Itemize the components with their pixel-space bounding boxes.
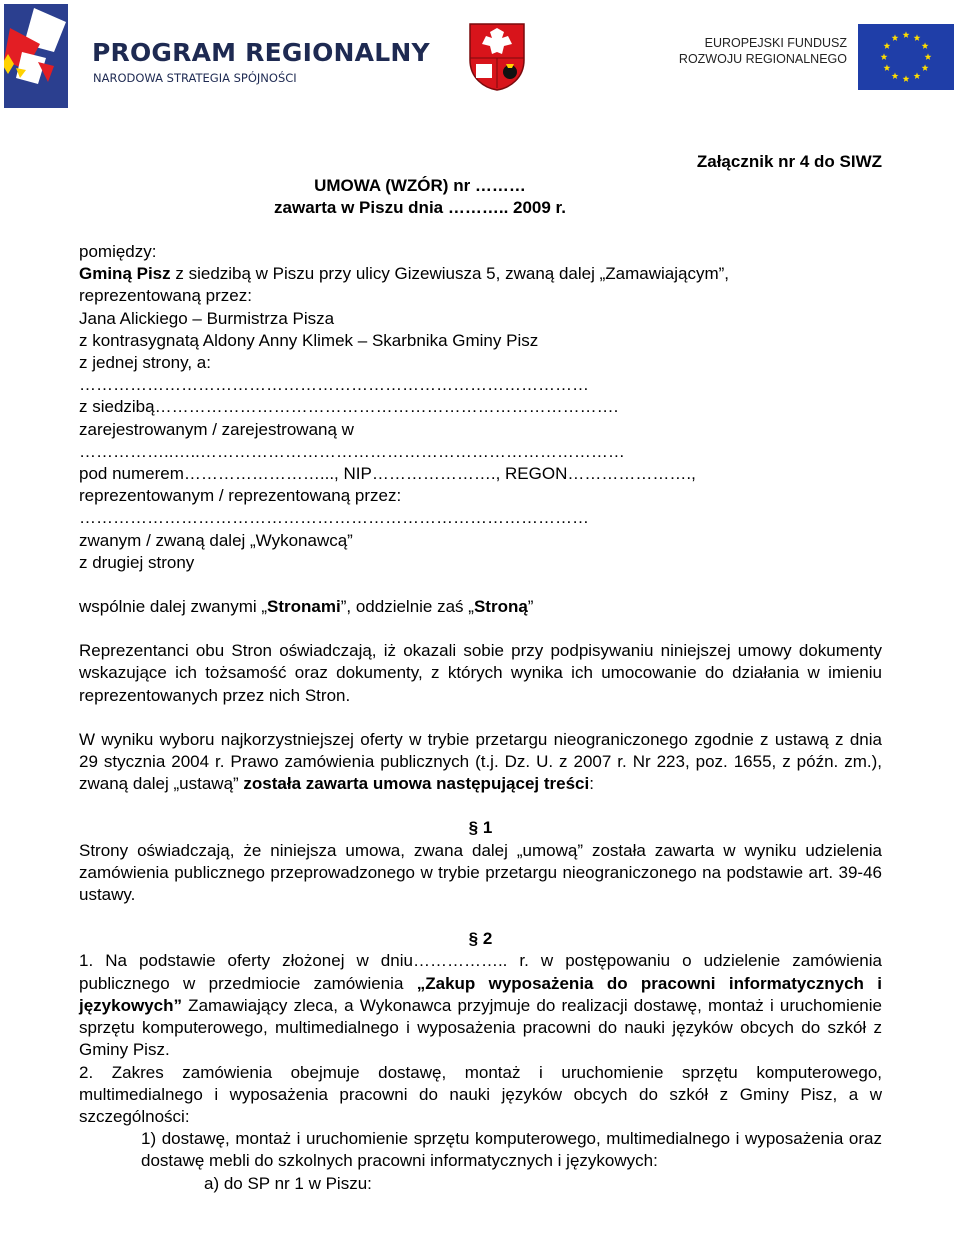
- together-strona: Stroną: [473, 597, 528, 617]
- page-header: [0, 0, 960, 120]
- coat-of-arms-icon: [468, 22, 526, 92]
- eu-fund-line1: EUROPEJSKI FUNDUSZ: [704, 36, 847, 50]
- section-2-item-1a: a) do SP nr 1 w Piszu:: [204, 1173, 372, 1193]
- program-subtitle: NARODOWA STRATEGIA SPÓJNOŚCI: [93, 71, 297, 85]
- eu-fund-label: [679, 35, 847, 67]
- document-body: [79, 241, 882, 1195]
- annex-label: Załącznik nr 4 do SIWZ: [696, 152, 882, 171]
- section-2-item-1: 1) dostawę, montaż i uruchomienie sprzętu komputerowego, multimedialnego i wyposażenia oraz dostawę mebli do szkolnych pracowni informatycznych i językowych:: [141, 1129, 882, 1171]
- party-gmina-details: z siedzibą w Piszu przy ulicy Gizewiusza 5, zwaną dalej „Zamawiającym”,: [170, 264, 729, 284]
- party-gmina-name: Gminą Pisz: [79, 264, 171, 284]
- section-2-point-1: [79, 950, 882, 1061]
- mayor-line: Jana Alickiego – Burmistrza Pisza: [79, 308, 335, 328]
- one-side-line: z jednej strony, a:: [79, 353, 211, 373]
- result-end: :: [589, 774, 594, 794]
- registry-numbers-line: pod numerem……………………..., NIP…………………., REGON………………….,: [79, 464, 696, 484]
- contract-subtitle: zawarta w Piszu dnia ……….. 2009 r.: [274, 198, 566, 217]
- contract-title: UMOWA (WZÓR) nr ………: [314, 176, 526, 195]
- together-mid: ”, oddzielnie zaś „: [340, 597, 474, 617]
- section-1-heading: § 1: [468, 818, 493, 838]
- represented-by: reprezentowaną przez:: [79, 286, 252, 306]
- together-post: ”: [527, 597, 534, 617]
- contractor-definition: zwanym / zwaną dalej „Wykonawcą”: [79, 530, 353, 550]
- section-2-heading: § 2: [468, 929, 493, 949]
- s2-p1-bold: „Zakup wyposażenia do pracowni informatycznych i językowych”: [79, 973, 882, 1015]
- party-gmina: [79, 263, 882, 285]
- parties-together-line: [79, 596, 882, 618]
- eu-fund-line2: ROZWOJU REGIONALNEGO: [678, 52, 847, 66]
- s2-p1-post: Zamawiający zleca, a Wykonawca przyjmuje do realizacji dostawę, montaż i uruchomienie sprzętu komputerowego, multimedialnego i wyposażenia pracowni do nauki języków obcych do szkół z Gminy Pisz.: [79, 995, 882, 1060]
- result-paragraph: [79, 729, 882, 796]
- eu-flag-icon: [858, 24, 954, 90]
- contractor-name-placeholder: ………………………………………………………………………………: [79, 375, 589, 395]
- program-regionalny-emblem-icon: [4, 4, 90, 110]
- other-side-line: z drugiej strony: [79, 552, 195, 572]
- s2-p1-pre: 1. Na podstawie oferty złożonej w dniu…………….. r. w postępowaniu o udzielenie zamówienia publicznego w przedmiocie zamówienia: [79, 951, 882, 993]
- program-title: PROGRAM REGIONALNY: [92, 38, 430, 67]
- result-text: W wyniku wyboru najkorzystniejszej oferty w trybie przetargu nieograniczonego zgodnie z ustawą z dnia 29 stycznia 2004 r. Prawo zamówienia publicznych (t.j. Dz. U. z 2007 r. Nr 223, poz. 1655, z późn. zm.), zwaną dalej „ustawą”: [79, 729, 882, 794]
- together-stronami: Stronami: [267, 597, 341, 617]
- represented-by-2: reprezentowanym / reprezentowaną przez:: [79, 486, 402, 506]
- representative-placeholder: ………………………………………………………………………………: [79, 508, 589, 528]
- section-2-point-2: 2. Zakres zamówienia obejmuje dostawę, montaż i uruchomienie sprzętu komputerowego, multimedialnego i wyposażenia pracowni do nauki języków obcych do szkół z Gminy Pisz, a w szczególności:: [79, 1062, 882, 1126]
- contractor-seat-line: z siedzibą……………………………………………………………………….: [79, 397, 619, 417]
- section-1-text: Strony oświadczają, że niniejsza umowa, zwana dalej „umową” została zawarta w wyniku udzielenia zamówienia publicznego przeprowadzonego w trybie przetargu nieograniczonego na podstawie art. 39-46 ustawy.: [79, 840, 882, 905]
- registry-placeholder: ……………..…..…………………………………………………………………: [79, 441, 625, 461]
- registered-line: zarejestrowanym / zarejestrowaną w: [79, 419, 354, 439]
- result-bold: została zawarta umowa następującej treści: [243, 774, 590, 794]
- representatives-paragraph: Reprezentanci obu Stron oświadczają, iż okazali sobie przy podpisywaniu niniejszej umowy dokumenty wskazujące ich tożsamość oraz dokumenty, z których wynika ich umocowanie do działania w imieniu reprezentowanych przez nich Stron.: [79, 641, 882, 705]
- together-pre: wspólnie dalej zwanymi „: [79, 597, 268, 617]
- parties-between: pomiędzy:: [79, 242, 157, 261]
- cosign-line: z kontrasygnatą Aldony Anny Klimek – Skarbnika Gminy Pisz: [79, 330, 539, 350]
